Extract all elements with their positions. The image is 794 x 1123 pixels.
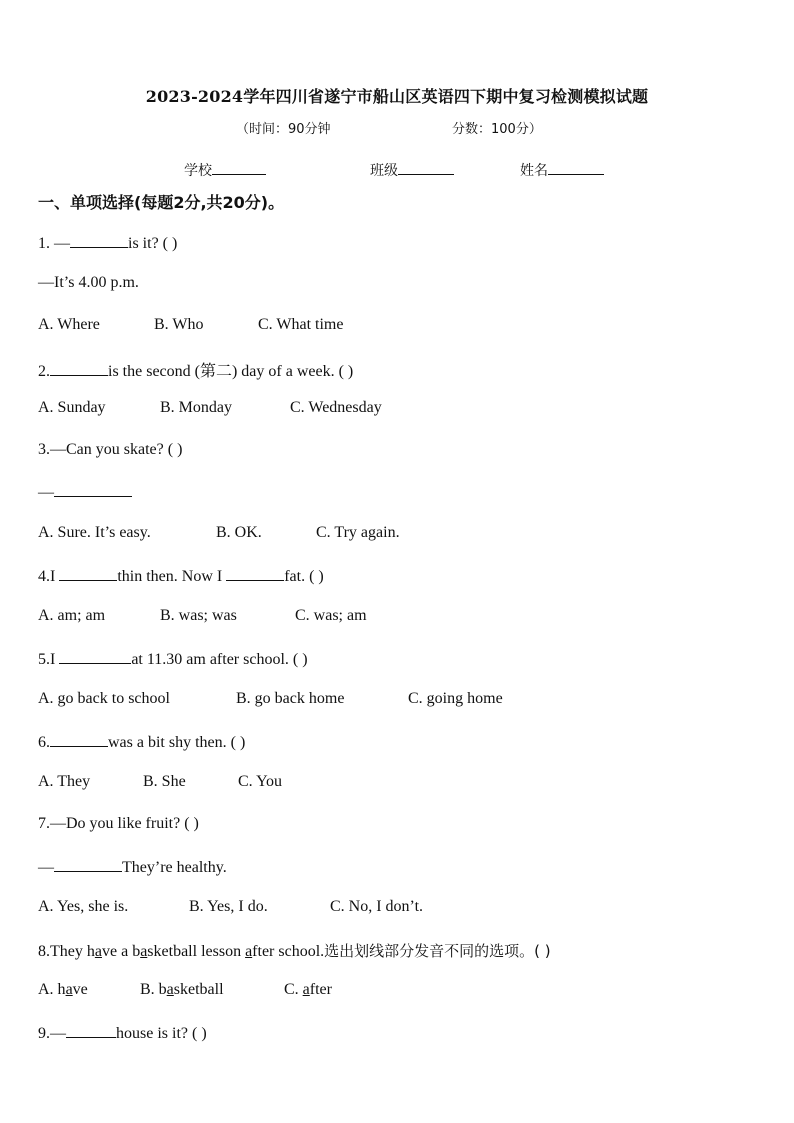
name-label: 姓名 [520,163,548,179]
question-6-stem [38,732,245,752]
question-1-text: is it? ( ) [128,235,178,252]
question-5-option-b[interactable]: B. go back home [236,690,345,707]
question-2-options [38,399,382,417]
class-blank[interactable] [398,160,454,175]
question-4-number: 4.I [38,568,60,585]
question-7-blank[interactable] [54,857,122,872]
question-1-stem [38,233,177,253]
question-2-option-b[interactable]: B. Monday [160,399,232,416]
question-8-option-b-underline: a [166,981,174,998]
question-6-option-b[interactable]: B. She [143,773,186,790]
question-6-option-a[interactable]: A. They [38,773,91,790]
question-1-option-b[interactable]: B. Who [154,316,204,333]
question-8-option-a[interactable] [38,981,140,999]
question-8-option-b-post: sketball [173,981,224,998]
question-7-option-b[interactable]: B. Yes, I do. [189,898,268,915]
question-6-number: 6. [38,734,50,751]
class-field[interactable] [370,160,454,180]
question-3-dash: — [38,484,54,501]
question-6-blank[interactable] [50,732,108,747]
exam-score: 分数：100分） [452,122,542,137]
question-8-option-c[interactable] [284,981,332,999]
question-7-option-a[interactable]: A. Yes, she is. [38,898,129,915]
question-7-answer [38,857,227,877]
question-1-option-a[interactable]: A. Where [38,316,100,333]
school-blank[interactable] [212,160,266,175]
question-8-option-a-post: ve [72,981,88,998]
question-4-option-a[interactable]: A. am; am [38,607,106,624]
question-8-text-b: ve a b [101,943,141,960]
question-1-number: 1. — [38,235,70,252]
exam-title: 2023-2024学年四川省遂宁市船山区英语四下期中复习检测模拟试题 [145,87,649,106]
question-7-options [38,898,423,916]
question-3-answer [38,482,132,502]
question-1-options [38,316,343,334]
question-5-text: at 11.30 am after school. ( ) [131,651,308,668]
question-5-option-a[interactable]: A. go back to school [38,690,170,707]
question-9-text: house is it? ( ) [116,1025,207,1042]
name-blank[interactable] [548,160,604,175]
exam-subtitle [236,118,542,137]
question-3-option-c[interactable]: C. Try again. [316,524,400,541]
question-4-option-c[interactable]: C. was; am [295,607,367,624]
question-7-stem: 7.—Do you like fruit? ( ) [38,815,199,832]
question-8-option-b-pre: B. b [140,981,167,998]
question-2-option-c[interactable]: C. Wednesday [290,399,382,416]
question-1-option-c[interactable]: C. What time [258,316,344,333]
question-4-option-b[interactable]: B. was; was [160,607,237,624]
question-3-blank[interactable] [54,482,132,497]
question-8-option-b[interactable] [140,981,284,999]
question-6-options [38,773,282,791]
question-8-underline-a: a [94,943,102,960]
question-4-options [38,607,367,625]
question-4-blank-1[interactable] [59,566,117,581]
question-3-option-a[interactable]: A. Sure. It’s easy. [38,524,151,541]
question-8-option-a-pre: A. h [38,981,66,998]
question-4-blank-2[interactable] [226,566,284,581]
question-8-text-d: fter school. [252,943,325,960]
question-2-blank[interactable] [50,361,108,376]
question-2-number: 2. [38,363,50,380]
question-5-blank[interactable] [59,649,131,664]
question-5-option-c[interactable]: C. going home [408,690,503,707]
question-8-options [38,981,332,999]
question-5-number: 5.I [38,651,60,668]
question-4-text-mid: thin then. Now I [117,568,227,585]
question-4-stem [38,566,324,586]
question-8-option-c-underline: a [302,981,310,998]
question-3-options [38,524,400,542]
question-9-number: 9.— [38,1025,66,1042]
question-8-underline-c: a [245,943,253,960]
question-2-stem [38,358,353,381]
question-7-answer-text: They’re healthy. [122,859,227,876]
question-8-option-a-underline: a [65,981,73,998]
question-5-options [38,690,503,708]
class-label: 班级 [370,163,398,179]
question-1-blank[interactable] [70,233,128,248]
question-8-instruction: 选出划线部分发音不同的选项。( ) [324,942,551,960]
name-field[interactable] [520,160,604,180]
question-7-dash: — [38,859,54,876]
question-4-text: fat. ( ) [284,568,324,585]
question-2-option-a[interactable]: A. Sunday [38,399,106,416]
question-8-text-c: sketball lesson [147,943,246,960]
question-6-option-c[interactable]: C. You [238,773,283,790]
question-8-stem [38,940,551,961]
question-3-stem: 3.—Can you skate? ( ) [38,441,183,458]
question-6-text: was a bit shy then. ( ) [108,734,246,751]
question-8-underline-b: a [140,943,148,960]
question-8-option-c-pre: C. [284,981,303,998]
exam-time: （时间：90分钟 [236,122,331,137]
section-title: 一、单项选择(每题2分,共20分)。 [38,193,285,212]
question-7-option-c[interactable]: C. No, I don’t. [330,898,424,915]
question-8-text-a: 8.They h [38,943,95,960]
school-field[interactable] [184,160,266,180]
question-9-stem [38,1023,207,1043]
question-8-option-c-post: fter [309,981,332,998]
question-5-stem [38,649,308,669]
question-2-text: is the second (第二) day of a week. ( ) [108,363,354,380]
question-1-answer: —It’s 4.00 p.m. [38,274,139,291]
question-3-option-b[interactable]: B. OK. [216,524,262,541]
question-9-blank[interactable] [66,1023,116,1038]
school-label: 学校 [184,163,212,179]
